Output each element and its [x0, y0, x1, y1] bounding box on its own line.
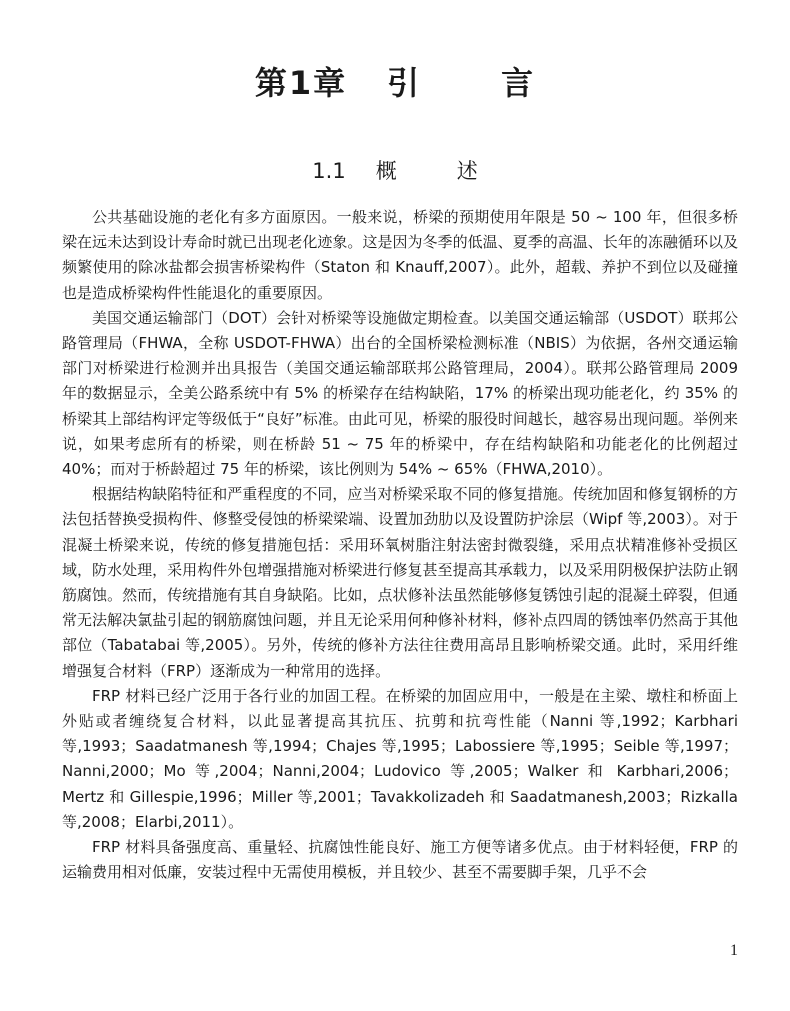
section-title-char-2: 述 [456, 159, 478, 183]
paragraph: 公共基础设施的老化有多方面原因。一般来说，桥梁的预期使用年限是 50 ~ 100 年，但很多桥梁在远未达到设计寿命时就已出现老化迹象。这是因为冬季的低温、夏季的高温、长年的冻融循环以及频繁使用的除冰盐都会损害桥梁构件（Staton 和 Knauff,2007）。此外，超载、养护不到位以及碰撞也是造成桥梁构件性能退化的重要原因。 [62, 208, 738, 302]
section-title [0, 155, 790, 185]
body-text [62, 205, 738, 885]
chapter-title-char-1: 引 [387, 64, 422, 102]
chapter-title-char-2: 言 [501, 64, 536, 102]
paragraph: FRP 材料具备强度高、重量轻、抗腐蚀性能良好、施工方便等诸多优点。由于材料轻便，FRP 的运输费用相对低廉，安装过程中无需使用模板，并且较少、甚至不需要脚手架，几乎不会 [62, 838, 738, 882]
paragraph: FRP 材料已经广泛用于各行业的加固工程。在桥梁的加固应用中，一般是在主梁、墩柱和桥面上外贴或者缠绕复合材料，以此显著提高其抗压、抗剪和抗弯性能（Nanni 等,1992；Karbhari 等,1993；Saadatmanesh 等,1994；Chajes 等,1995；Labossiere 等,1995；Seible 等,1997；Nanni,2000；Mo 等,2004；Nanni,2004；Ludovico 等,2005；Walker 和 Karbhari,2006；Mertz 和 Gillespie,1996；Miller 等,2001；Tavakkolizadeh 和 Saadatmanesh,2003；Rizkalla 等,2008；Elarbi,2011）。 [62, 686, 738, 831]
section-title-char-1: 概 [375, 159, 397, 183]
section-number: 1.1 [312, 159, 346, 183]
page-number: 1 [730, 942, 738, 959]
chapter-label: 第1章 [254, 64, 348, 102]
paragraph: 根据结构缺陷特征和严重程度的不同，应当对桥梁采取不同的修复措施。传统加固和修复钢桥的方法包括替换受损构件、修整受侵蚀的桥梁梁端、设置加劲肋以及设置防护涂层（Wipf 等,2003）。对于混凝土桥梁来说，传统的修复措施包括：采用环氧树脂注射法密封微裂缝，采用点状精准修补受损区域，防水处理，采用构件外包增强措施对桥梁进行修复甚至提高其承载力，以及采用阴极保护法防止钢筋腐蚀。然而，传统措施有其自身缺陷。比如，点状修补法虽然能够修复锈蚀引起的混凝土碎裂，但通常无法解决氯盐引起的钢筋腐蚀问题，并且无论采用何种修补材料，修补点四周的锈蚀率仍然高于其他部位（Tabatabai 等,2005）。另外，传统的修补方法往往费用高昂且影响桥梁交通。此时，采用纤维增强复合材料（FRP）逐渐成为一种常用的选择。 [62, 485, 738, 680]
chapter-title [0, 58, 790, 104]
paragraph: 美国交通运输部门（DOT）会针对桥梁等设施做定期检查。以美国交通运输部（USDOT）联邦公路管理局（FHWA，全称 USDOT-FHWA）出台的全国桥梁检测标准（NBIS）为依据，各州交通运输部门对桥梁进行检测并出具报告（美国交通运输部联邦公路管理局，2004）。联邦公路管理局 2009 年的数据显示，全美公路系统中有 5% 的桥梁存在结构缺陷，17% 的桥梁出现功能老化，约 35% 的桥梁其上部结构评定等级低于“良好”标准。由此可见，桥梁的服役时间越长，越容易出现问题。举例来说，如果考虑所有的桥梁，则在桥龄 51 ~ 75 年的桥梁中，存在结构缺陷和功能老化的比例超过 40%；而对于桥龄超过 75 年的桥梁，该比例则为 54% ~ 65%（FHWA,2010）。 [62, 308, 738, 479]
